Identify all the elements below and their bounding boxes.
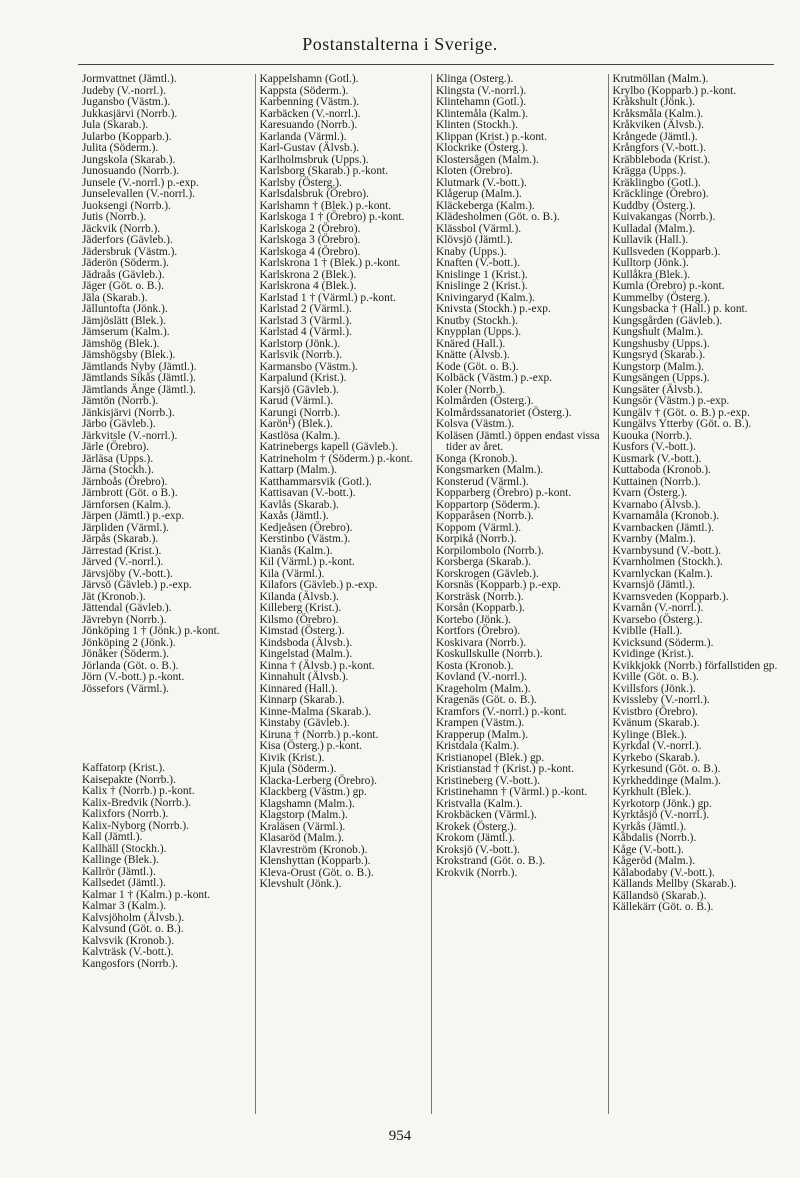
post-office-entry: Kallrör (Jämtl.).: [82, 865, 156, 878]
post-office-entry: Järpliden (Värml.).: [82, 521, 169, 534]
post-office-entry: Kumla (Örebro) p.-kont.: [612, 280, 725, 292]
post-office-entry: Kvarnby (Malm.).: [612, 533, 696, 545]
post-office-entry: Kedjeåsen (Örebro).: [259, 521, 353, 534]
post-office-entry: Jämtlands Änge (Jämtl.).: [82, 383, 196, 396]
post-office-entry: Kristianstad † (Krist.) p.-kont.: [436, 763, 574, 775]
post-office-entry: Kalvsund (Göt. o. B.).: [82, 923, 184, 935]
post-office-entry: Korsnäs (Kopparb.) p.-exp.: [436, 579, 561, 591]
post-office-entry: Kolmårdssanatoriet (Österg.).: [436, 406, 572, 419]
post-office-entry: Karlstorp (Jönk.).: [259, 337, 341, 350]
post-office-entry: Krångede (Jämtl.).: [612, 130, 698, 143]
post-office-entry: Kullåkra (Blek.).: [612, 268, 690, 281]
post-office-entry: Kalvsvik (Kronob.).: [82, 934, 175, 947]
post-office-entry: Kråksmåla (Kalm.).: [612, 107, 704, 120]
post-office-entry: Kinstaby (Gävleb.).: [259, 717, 350, 729]
post-office-entry: Kungshusby (Upps.).: [612, 337, 710, 350]
post-office-entry: Kleva-Orust (Göt. o. B.).: [259, 866, 374, 879]
post-office-entry: Junsele (V.-norrl.) p.-exp.: [82, 176, 199, 189]
post-office-entry: Kräklingbo (Gotl.).: [612, 176, 701, 189]
post-office-entry: Kall (Jämtl.).: [82, 831, 143, 843]
post-office-entry: Kastlösa (Kalm.).: [259, 429, 341, 442]
index-column-4: [608, 74, 785, 1114]
index-column-2: [255, 74, 432, 1114]
post-office-entry: Klavreström (Kronob.).: [259, 843, 368, 856]
post-office-entry: Junselevallen (V.-norrl.).: [82, 188, 196, 200]
post-office-entry: Kulltorp (Jönk.).: [612, 257, 689, 269]
post-office-entry: Jämtlands Sikås (Jämtl.).: [82, 372, 196, 384]
post-office-entry: Kilafors (Gävleb.) p.-exp.: [259, 579, 378, 591]
page-number: 954: [388, 1128, 412, 1144]
post-office-entry: Kungsryd (Skarab.).: [612, 349, 706, 361]
post-office-entry: Judeby (V.-norrl.).: [82, 84, 166, 97]
post-office-entry: Korsberga (Skarab.).: [436, 556, 531, 568]
post-office-entry: Kläckeberga (Kalm.).: [436, 199, 535, 212]
post-office-entry: Karlskrona 4 (Blek.).: [259, 280, 357, 292]
post-office-entry: Klackberg (Västm.) gp.: [259, 786, 367, 798]
post-office-entry: Järvsö (Gävleb.) p.-exp.: [82, 579, 192, 591]
post-office-entry: Kungsäter (Älvsb.).: [612, 383, 703, 396]
post-office-entry: Kaxås (Jämtl.).: [259, 510, 329, 522]
post-office-entry: Jutis (Norrb.).: [82, 211, 147, 223]
post-office-entry: Klenshyttan (Kopparb.).: [259, 855, 371, 867]
post-office-entry: Koppartorp (Söderm.).: [436, 498, 541, 511]
post-office-entry: Järbo (Gävleb.).: [82, 418, 156, 430]
post-office-entry: Karungi (Norrb.).: [259, 406, 341, 419]
post-office-entry: Koläsen (Jämtl.) öppen endast vissa tider av året.: [436, 429, 600, 453]
post-office-entry: Jönåker (Söderm.).: [82, 648, 169, 660]
post-office-entry: Krutmöllan (Malm.).: [612, 74, 709, 85]
post-office-entry: Kråkshult (Jönk.).: [612, 96, 696, 108]
post-office-entry: Jämjöslätt (Blek.).: [82, 314, 166, 327]
post-office-entry: Knivingaryd (Kalm.).: [436, 291, 536, 304]
post-office-entry: Klinga (Österg.).: [436, 74, 514, 85]
post-office-entry: Kvidinge (Krist.).: [612, 648, 694, 660]
post-office-entry: Jäla (Skarab.).: [82, 291, 148, 304]
post-office-entry: Jönköping 2 (Jönk.).: [82, 636, 176, 649]
post-office-entry: Kristvalla (Kalm.).: [436, 797, 523, 810]
post-office-entry: Karmansbo (Västm.).: [259, 360, 358, 373]
post-office-entry: Jämshögsby (Blek.).: [82, 349, 176, 361]
post-office-entry: Karlsvik (Norrb.).: [259, 349, 343, 361]
post-office-entry: Karlanda (Värml.).: [259, 130, 347, 143]
post-office-entry: Kappelshamn (Gotl.).: [259, 74, 359, 85]
post-office-entry: Kyrkotorp (Jönk.) gp.: [612, 797, 712, 810]
post-office-entry: Kianås (Kalm.).: [259, 544, 333, 557]
post-office-entry: Karbäcken (V.-norrl.).: [259, 107, 361, 120]
post-office-entry: Julita (Söderm.).: [82, 142, 159, 154]
post-office-entry: Kvissleby (V.-norrl.).: [612, 694, 710, 706]
post-office-entry: Källands Mellby (Skarab.).: [612, 878, 737, 890]
post-office-entry: Karlstad 2 (Värml.).: [259, 303, 352, 315]
post-office-entry: Kalmar 3 (Kalm.).: [82, 900, 167, 912]
post-office-entry: Järnboås (Örebro).: [82, 475, 168, 488]
post-office-entry: Kovland (V.-norrl.).: [436, 671, 527, 683]
post-office-entry: Jälluntofta (Jönk.).: [82, 303, 168, 315]
post-office-entry: Kalix-Bredvik (Norrb.).: [82, 796, 192, 809]
post-office-entry: Korsån (Kopparb.).: [436, 602, 525, 614]
post-office-entry: Knypplan (Upps.).: [436, 326, 522, 338]
post-office-entry: Kyrkheddinge (Malm.).: [612, 774, 722, 787]
post-office-entry: Kingelstad (Malm.).: [259, 648, 353, 660]
post-office-entry: Kilanda (Älvsb.).: [259, 590, 339, 603]
post-office-entry: Kuttainen (Norrb.).: [612, 475, 701, 488]
post-office-entry: Kungsbacka † (Hall.) p. kont.: [612, 303, 748, 315]
post-office-entry: Karlskoga 4 (Örebro).: [259, 245, 361, 258]
post-office-entry: Kullavik (Hall.).: [612, 234, 689, 246]
post-office-entry: Kräbbleboda (Krist.).: [612, 153, 711, 166]
post-office-entry: Karpalund (Krist.).: [259, 372, 347, 384]
post-office-entry: Kalmar 1 † (Kalm.) p.-kont.: [82, 888, 211, 901]
post-office-entry: Klagstorp (Malm.).: [259, 809, 348, 821]
post-office-entry: Knislinge 1 (Krist.).: [436, 268, 528, 281]
post-office-entry: Klutmark (V.-bott.).: [436, 176, 527, 189]
post-office-entry: Jössefors (Värml.).: [82, 682, 169, 695]
post-office-entry: Jämserum (Kalm.).: [82, 326, 170, 338]
post-office-entry: Junosuando (Norrb.).: [82, 165, 180, 177]
post-office-entry: Jugansbo (Västm.).: [82, 96, 171, 108]
post-office-entry: Kungsör (Västm.) p.-exp.: [612, 395, 730, 407]
post-office-entry: Knutby (Stockh.).: [436, 314, 518, 327]
post-office-entry: Kavlås (Skarab.).: [259, 498, 339, 511]
post-office-entry: Kindsboda (Älvsb.).: [259, 636, 353, 649]
post-office-entry: Juoksengi (Norrb.).: [82, 199, 171, 212]
post-office-entry: Jukkasjärvi (Norrb.).: [82, 107, 178, 120]
post-office-entry: Kongsmarken (Malm.).: [436, 464, 544, 476]
post-office-entry: Karud (Värml.).: [259, 395, 334, 407]
post-office-entry: Kaisepakte (Norrb.).: [82, 773, 176, 786]
post-office-entry: Karesuando (Norrb.).: [259, 119, 358, 131]
post-office-entry: Klingsta (V.-norrl.).: [436, 84, 527, 97]
post-office-entry: Järkvitsle (V.-norrl.).: [82, 429, 178, 442]
post-office-entry: Knäred (Hall.).: [436, 337, 506, 350]
post-office-entry: Kvänum (Skarab.).: [612, 717, 700, 729]
post-office-entry: Kila (Värml.).: [259, 567, 325, 580]
post-office-entry: Krägga (Upps.).: [612, 165, 687, 177]
post-office-entry: Järläsa (Upps.).: [82, 452, 154, 465]
post-office-entry: Kvillsfors (Jönk.).: [612, 682, 696, 695]
post-office-entry: Konsterud (Värml.).: [436, 475, 529, 488]
post-office-entry: Karlskoga 3 (Örebro).: [259, 234, 361, 246]
post-office-entry: Knaften (V.-bott.).: [436, 257, 520, 269]
post-office-entry: Kvarnamåla (Kronob.).: [612, 510, 720, 522]
post-office-entry: Källekärr (Göt. o. B.).: [612, 901, 714, 913]
post-office-entry: Jäckvik (Norrb.).: [82, 222, 161, 235]
post-office-entry: Karl-Gustav (Älvsb.).: [259, 142, 360, 154]
post-office-entry: Kyrkdal (V.-norrl.).: [612, 740, 702, 752]
post-office-entry: Järle (Örebro).: [82, 441, 150, 453]
post-office-entry: Knivsta (Stockh.) p.-exp.: [436, 303, 551, 315]
post-office-entry: Kvarnholmen (Stockh.).: [612, 556, 723, 568]
post-office-entry: Jula (Skarab.).: [82, 119, 149, 131]
post-office-entry: Kinne-Malma (Skarab.).: [259, 705, 372, 718]
post-office-entry: Kvarn (Österg.).: [612, 487, 688, 499]
post-office-entry: Karlstad 3 (Värml.).: [259, 314, 352, 327]
post-office-entry: Kummelby (Österg.).: [612, 291, 711, 304]
post-office-entry: Korpikå (Norrb.).: [436, 533, 517, 545]
post-office-entry: Kinna † (Älvsb.) p.-kont.: [259, 659, 375, 672]
post-office-entry: Kilsmo (Örebro).: [259, 613, 339, 626]
post-office-entry: Kalix-Nyborg (Norrb.).: [82, 819, 190, 832]
post-office-entry: Klintehamn (Gotl.).: [436, 96, 527, 108]
post-office-entry: Koppom (Värml.).: [436, 521, 522, 534]
post-office-entry: Kolsva (Västm.).: [436, 418, 515, 430]
post-office-entry: Kvarnsjö (Jämtl.).: [612, 579, 696, 591]
post-office-entry: Katrinebergs kapell (Gävleb.).: [259, 441, 398, 453]
post-office-entry: Kragenäs (Göt. o. B.).: [436, 694, 537, 706]
post-office-entry: Jät (Kronob.).: [82, 590, 146, 603]
post-office-entry: Kullsveden (Kopparb.).: [612, 245, 721, 258]
post-office-entry: Kvarnlyckan (Kalm.).: [612, 567, 713, 580]
post-office-entry: Kalixfors (Norrb.).: [82, 808, 169, 820]
post-office-entry: Kinnarp (Skarab.).: [259, 694, 345, 706]
post-office-entry: Kraläsen (Värml.).: [259, 820, 346, 833]
post-office-entry: Kuivakangas (Norrb.).: [612, 211, 716, 223]
index-column-1: [78, 74, 255, 1114]
post-office-entry: Kinnared (Hall.).: [259, 682, 338, 695]
post-office-entry: Kiruna † (Norrb.) p.-kont.: [259, 728, 379, 741]
post-office-entry: Kjula (Söderm.).: [259, 763, 337, 775]
post-office-entry: Jättendal (Gävleb.).: [82, 602, 172, 614]
post-office-entry: Jäderön (Söderm.).: [82, 257, 169, 269]
post-office-entry: Kyrkhult (Blek.).: [612, 786, 692, 798]
post-office-entry: Kusmark (V.-bott.).: [612, 452, 702, 465]
post-office-entry: Karlsborg (Skarab.) p.-kont.: [259, 165, 389, 177]
post-office-entry: Krampen (Västm.).: [436, 717, 525, 729]
post-office-entry: Karlstad 4 (Värml.).: [259, 326, 352, 338]
post-office-entry: Knätte (Älvsb.).: [436, 349, 510, 361]
post-office-entry: Jörlanda (Göt. o. B.).: [82, 659, 179, 672]
post-office-entry: Jularbo (Kopparb.).: [82, 130, 172, 143]
post-office-entry: Korsträsk (Norrb.).: [436, 590, 524, 603]
post-office-entry: Kvistbro (Örebro).: [612, 705, 698, 718]
post-office-entry: Klasaröd (Malm.).: [259, 832, 344, 844]
post-office-entry: Kvicksund (Söderm.).: [612, 636, 714, 649]
post-office-entry: Kil (Värml.) p.-kont.: [259, 556, 355, 568]
post-office-entry: Korskrogen (Gävleb.).: [436, 567, 539, 580]
post-office-entry: Järnforsen (Kalm.).: [82, 498, 171, 511]
post-office-entry: Karlholmsbruk (Upps.).: [259, 153, 369, 166]
post-office-entry: Kvarnbacken (Jämtl.).: [612, 521, 715, 534]
post-office-entry: Karön¹) (Blek.).: [259, 418, 333, 430]
post-office-entry: Kungshult (Malm.).: [612, 326, 704, 338]
post-office-entry: Jänkisjärvi (Norrb.).: [82, 406, 175, 419]
post-office-entry: Kolmården (Österg.).: [436, 395, 534, 407]
post-office-entry: Karlstad 1 † (Värml.) p.-kont.: [259, 291, 396, 304]
post-office-entry: Källandsö (Skarab.).: [612, 889, 707, 902]
post-office-entry: Jormvattnet (Jämtl.).: [82, 74, 177, 85]
post-office-entry: Kräcklinge (Örebro).: [612, 188, 709, 200]
post-office-entry: Krokvik (Norrb.).: [436, 866, 518, 879]
post-office-entry: Klostersågen (Malm.).: [436, 153, 539, 166]
post-office-entry: Karsjö (Gävleb.).: [259, 383, 339, 396]
post-office-entry: Kyrkås (Jämtl.).: [612, 820, 687, 833]
post-office-entry: Kviblle (Hall.).: [612, 625, 683, 637]
post-office-entry: Kallinge (Blek.).: [82, 854, 159, 866]
post-office-entry: Kloten (Örebro).: [436, 165, 513, 177]
post-office-entry: Kosta (Kronob.).: [436, 659, 514, 672]
post-office-entry: Kungsängen (Upps.).: [612, 372, 710, 384]
post-office-entry: Kroksjö (V.-bott.).: [436, 843, 520, 856]
post-office-entry: Kattisavan (V.-bott.).: [259, 487, 356, 499]
post-office-entry: Krångfors (V.-bott.).: [612, 142, 706, 154]
post-office-entry: Kristdala (Kalm.).: [436, 740, 520, 752]
post-office-entry: Klinten (Stockh.).: [436, 119, 518, 131]
post-office-entry: Kallsedet (Jämtl.).: [82, 877, 166, 889]
post-office-entry: Knaby (Upps.).: [436, 245, 507, 258]
post-office-entry: Kristineberg (V.-bott.).: [436, 774, 540, 787]
post-office-entry: Kusfors (V.-bott.).: [612, 441, 696, 453]
post-office-entry: Kylinge (Blek.).: [612, 728, 687, 741]
post-office-entry: Klövsjö (Jämtl.).: [436, 234, 513, 246]
post-office-entry: Järpås (Skarab.).: [82, 533, 159, 545]
post-office-entry: Koskullskulle (Norrb.).: [436, 648, 543, 660]
post-office-entry: Krylbo (Kopparb.) p.-kont.: [612, 84, 737, 97]
post-office-entry: Kuouka (Norrb.).: [612, 429, 692, 442]
post-office-entry: Karlskoga 2 (Örebro).: [259, 222, 361, 235]
post-office-entry: Kalvsjöholm (Älvsb.).: [82, 911, 185, 924]
post-office-entry: Kvarnbysund (V.-bott.).: [612, 544, 722, 557]
post-office-entry: Kråkviken (Älvsb.).: [612, 119, 704, 131]
post-office-entry: Karlshamn † (Blek.) p.-kont.: [259, 199, 392, 212]
post-office-entry: Kvarsebo (Österg.).: [612, 613, 703, 626]
post-office-entry: Kattarp (Malm.).: [259, 464, 337, 476]
post-office-entry: Krapperup (Malm.).: [436, 728, 529, 741]
post-office-entry: Kimstad (Österg.).: [259, 625, 345, 637]
post-office-entry: Karlskrona 2 (Blek.).: [259, 268, 357, 281]
post-office-entry: Klässbol (Värml.).: [436, 222, 522, 235]
post-office-entry: Kappsta (Söderm.).: [259, 84, 349, 97]
post-office-entry: Kivik (Krist.).: [259, 751, 325, 764]
post-office-entry: Klockrike (Österg.).: [436, 142, 528, 154]
post-office-entry: Järna (Stockh.).: [82, 464, 154, 476]
post-office-entry: Krokstrand (Göt. o. B.).: [436, 855, 546, 867]
post-office-entry: Jönköping 1 † (Jönk.) p.-kont.: [82, 625, 220, 637]
post-office-entry: Järved (V.-norrl.).: [82, 556, 164, 568]
post-office-entry: Knislinge 2 (Krist.).: [436, 280, 528, 292]
post-office-entry: Jävrebyn (Norrb.).: [82, 613, 167, 626]
post-office-entry: Kvarnabo (Älvsb.).: [612, 498, 701, 511]
post-office-entry: Koler (Norrb.).: [436, 383, 506, 396]
post-office-entry: Krokek (Österg.).: [436, 820, 517, 833]
post-office-entry: Järpen (Jämtl.) p.-exp.: [82, 510, 185, 522]
post-office-entry: Kulladal (Malm.).: [612, 222, 696, 235]
post-office-entry: Karbenning (Västm.).: [259, 96, 360, 108]
index-column-3: [431, 74, 608, 1114]
post-office-entry: Jäderfors (Gävleb.).: [82, 234, 173, 246]
post-office-entry: Karlsdalsbruk (Örebro).: [259, 188, 369, 200]
post-office-entry: Kungälv † (Göt. o. B.) p.-exp.: [612, 406, 750, 419]
post-office-entry: Kode (Göt. o. B.).: [436, 360, 519, 373]
post-office-entry: Kågeröd (Malm.).: [612, 855, 696, 867]
post-office-entry: Kaffatorp (Krist.).: [82, 762, 165, 774]
post-office-entry: Kerstinbo (Västm.).: [259, 533, 351, 545]
post-office-entry: Kungsgården (Gävleb.).: [612, 314, 723, 327]
post-office-entry: Jämtön (Norrb.).: [82, 395, 159, 407]
post-office-entry: Korpilombolo (Norrb.).: [436, 544, 544, 557]
post-office-entry: Kopparåsen (Norrb.).: [436, 510, 534, 522]
index-columns: [78, 74, 784, 1114]
post-office-entry: Kalvträsk (V.-bott.).: [82, 946, 174, 958]
post-office-entry: Jungskola (Skarab.).: [82, 153, 176, 166]
post-office-entry: Kristinehamn † (Värml.) p.-kont.: [436, 786, 588, 798]
post-office-entry: Kangosfors (Norrb.).: [82, 957, 178, 970]
post-office-entry: Karlskrona 1 † (Blek.) p.-kont.: [259, 257, 401, 269]
post-office-entry: Kuttaboda (Kronob.).: [612, 464, 711, 476]
post-office-entry: Kopparberg (Örebro) p.-kont.: [436, 487, 572, 499]
post-office-entry: Kortfors (Örebro).: [436, 625, 521, 637]
post-office-entry: Klevshult (Jönk.).: [259, 878, 342, 890]
post-office-entry: Järvsjöby (V.-bott.).: [82, 567, 173, 580]
post-office-entry: Katthammarsvik (Gotl.).: [259, 475, 372, 488]
post-office-entry: Järnbrott (Göt. o B.).: [82, 487, 178, 499]
post-office-entry: Katrineholm † (Söderm.) p.-kont.: [259, 452, 413, 465]
post-office-entry: Krokom (Jämtl.).: [436, 832, 515, 844]
post-office-entry: Jämtlands Nyby (Jämtl.).: [82, 360, 197, 373]
post-office-entry: Järrestad (Krist.).: [82, 544, 162, 557]
post-office-entry: Kvarnån (V.-norrl.).: [612, 602, 704, 614]
post-office-entry: Jörn (V.-bott.) p.-kont.: [82, 671, 185, 683]
post-office-entry: Koskivara (Norrb.).: [436, 636, 527, 649]
post-office-entry: Kvikkjokk (Norrb.) förfallstiden gp.: [612, 659, 778, 672]
post-office-entry: Klågerup (Malm.).: [436, 188, 522, 200]
post-office-entry: Kortebo (Jönk.).: [436, 613, 511, 626]
post-office-entry: Kolbäck (Västm.) p.-exp.: [436, 372, 553, 384]
post-office-entry: Klintemåla (Kalm.).: [436, 107, 529, 120]
post-office-entry: Jädersbruk (Västm.).: [82, 245, 178, 258]
post-office-entry: Kålabodaby (V.-bott.).: [612, 866, 715, 879]
post-office-entry: Konga (Kronob.).: [436, 452, 518, 465]
post-office-entry: Kyrkesund (Göt. o. B.).: [612, 763, 721, 775]
post-office-entry: Klagshamn (Malm.).: [259, 797, 355, 810]
post-office-entry: Klädesholmen (Göt. o. B.).: [436, 211, 560, 223]
post-office-entry: Killeberg (Krist.).: [259, 602, 342, 614]
post-office-entry: Kalix † (Norrb.) p.-kont.: [82, 785, 195, 797]
post-office-entry: Kristianopel (Blek.) gp.: [436, 751, 545, 764]
post-office-entry: Kisa (Österg.) p.-kont.: [259, 740, 363, 752]
post-office-entry: Kyrkebo (Skarab.).: [612, 751, 701, 764]
post-office-entry: Krokbäcken (Värml.).: [436, 809, 537, 821]
post-office-entry: Klacka-Lerberg (Örebro).: [259, 774, 377, 787]
post-office-entry: Jämshög (Blek.).: [82, 337, 160, 350]
post-office-entry: Klippan (Krist.) p.-kont.: [436, 130, 548, 143]
post-office-entry: Karlsby (Österg.).: [259, 176, 342, 189]
post-office-entry: Kåge (V.-bott.).: [612, 843, 684, 856]
post-office-entry: Kåbdalis (Norrb.).: [612, 832, 697, 844]
post-office-entry: Jädraås (Gävleb.).: [82, 268, 165, 281]
post-office-entry: Kramfors (V.-norrl.) p.-kont.: [436, 705, 567, 718]
post-office-entry: Kuddby (Österg.).: [612, 199, 696, 212]
post-office-entry: Krageholm (Malm.).: [436, 682, 531, 695]
post-office-entry: Kinnahult (Älvsb.).: [259, 671, 349, 683]
post-office-entry: Jäger (Göt. o. B.).: [82, 280, 164, 292]
post-office-entry: Kvarnsveden (Kopparb.).: [612, 590, 729, 603]
post-office-entry: Kville (Göt. o. B.).: [612, 671, 699, 683]
post-office-entry: Kallhäll (Stockh.).: [82, 842, 167, 855]
post-office-entry: Karlskoga 1 † (Örebro) p.-kont.: [259, 211, 405, 223]
post-office-entry: Kungstorp (Malm.).: [612, 360, 704, 373]
page-title: Postanstalterna i Sverige.: [302, 34, 498, 54]
header-rule: [78, 64, 774, 65]
post-office-entry: Kyrktåsjö (V.-norrl.).: [612, 809, 710, 821]
post-office-entry: Kungälvs Ytterby (Göt. o. B.).: [612, 418, 752, 430]
